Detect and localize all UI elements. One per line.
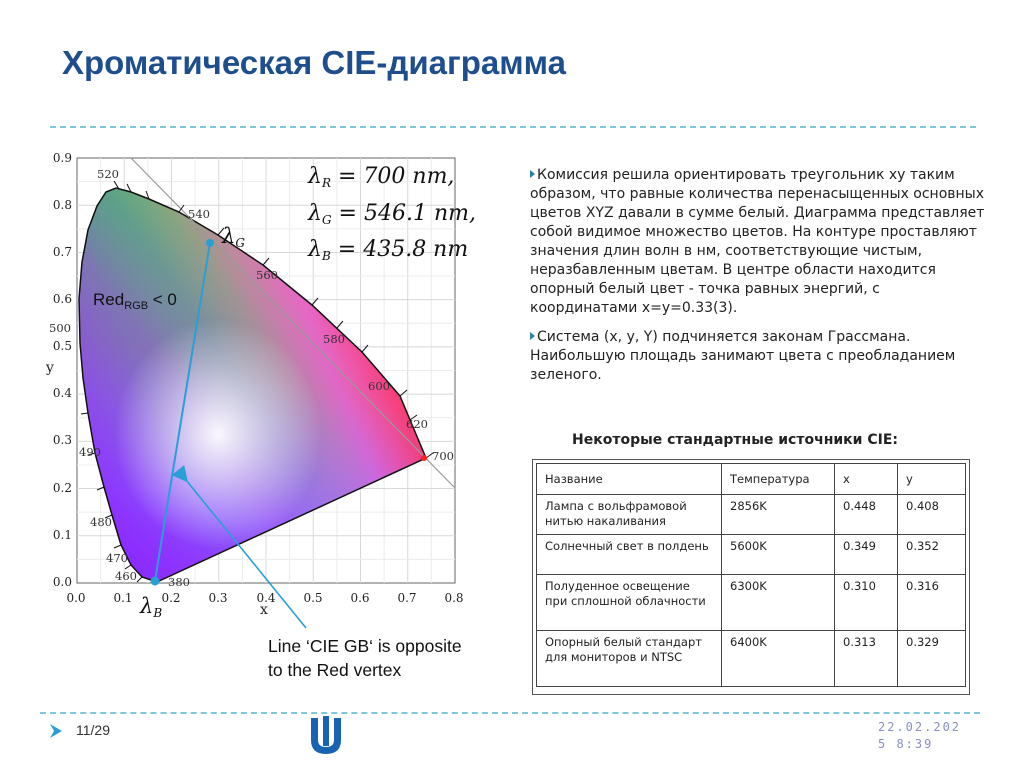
x-tick: 0.1 <box>113 591 133 605</box>
wavelength-label: 470 <box>106 551 128 565</box>
lambda-g-label: λG <box>222 224 245 250</box>
table-row <box>537 575 966 631</box>
wavelength-label: 600 <box>368 379 390 393</box>
table-header: Название <box>537 464 722 495</box>
formula-b: λB = 435.8 nm <box>308 237 469 263</box>
y-tick: 0.3 <box>52 433 72 447</box>
x-tick: 0.8 <box>444 591 464 605</box>
bullet-icon <box>530 170 535 178</box>
wavelength-label: 700 <box>432 449 454 463</box>
y-tick: 0.1 <box>52 528 72 542</box>
lambda-b-label: λB <box>140 594 163 620</box>
wavelength-label: 480 <box>90 515 112 529</box>
formula-g: λG = 546.1 nm, <box>308 201 476 227</box>
x-tick: 0.3 <box>208 591 228 605</box>
table-cell: Полуденное освещение при сплошной облачности <box>537 575 722 631</box>
table-cell: 0.310 <box>835 575 898 631</box>
y-tick: 0.8 <box>52 198 72 212</box>
red-primary-dot <box>421 455 427 461</box>
table-row <box>537 631 966 687</box>
y-tick: 0.6 <box>52 292 72 306</box>
annotation-line-1: Line ‘CIE GB‘ is opposite <box>268 636 462 656</box>
blue-primary-dot <box>151 577 160 586</box>
table-header: x <box>835 464 898 495</box>
formula-r: λR = 700 nm, <box>308 164 455 190</box>
table-row <box>537 495 966 535</box>
slide-date: 22.02.202 5 8:39 <box>878 720 962 751</box>
table-header: Температура <box>722 464 835 495</box>
illuminants-table <box>536 463 966 687</box>
table-cell: 2856K <box>722 495 835 535</box>
table-cell: 5600K <box>722 535 835 575</box>
table-row <box>537 535 966 575</box>
table-cell: Лампа с вольфрамовой нитью накаливания <box>537 495 722 535</box>
green-primary-dot <box>206 239 214 247</box>
table-cell: 6300K <box>722 575 835 631</box>
page-number: 11/29 <box>76 722 110 738</box>
table-header: y <box>898 464 966 495</box>
wavelength-label: 540 <box>188 207 210 221</box>
paragraph-2: Система (x, y, Y) подчиняется законам Грассмана. Наибольшую площадь занимают цвета с преобладанием зеленого. <box>530 329 956 383</box>
university-logo-icon <box>307 714 345 758</box>
table-cell: 0.408 <box>898 495 966 535</box>
primary-wavelengths <box>307 164 476 263</box>
slide-title: Хроматическая CIE-диаграмма <box>62 44 566 81</box>
table-cell: 0.349 <box>835 535 898 575</box>
y-tick: 0.5 <box>52 339 72 353</box>
triangle-arrow-icon <box>48 722 64 740</box>
footer-divider <box>40 712 980 714</box>
table-cell: Опорный белый стандарт для мониторов и NTSC <box>537 631 722 687</box>
x-tick: 0.7 <box>397 591 417 605</box>
table-header-row <box>537 464 966 495</box>
bullet-icon <box>530 332 535 340</box>
wavelength-label: 620 <box>406 417 428 431</box>
table-cell: 0.448 <box>835 495 898 535</box>
x-axis-label: x <box>260 602 268 618</box>
description-text <box>530 166 985 395</box>
x-tick: 0.2 <box>161 591 181 605</box>
table-cell: 0.313 <box>835 631 898 687</box>
table-cell: 0.316 <box>898 575 966 631</box>
red-negative-label: Red$_{RGB}$ < 0 <box>93 290 177 312</box>
table-cell: Солнечный свет в полдень <box>537 535 722 575</box>
x-tick: 0.6 <box>350 591 370 605</box>
annotation-line-2: to the Red vertex <box>268 660 402 680</box>
table-cell: 6400K <box>722 631 835 687</box>
x-tick: 0.0 <box>66 591 86 605</box>
y-tick: 0.9 <box>52 151 72 165</box>
y-tick: 0.0 <box>52 575 72 589</box>
y-axis-label: y <box>46 360 54 376</box>
wavelength-label: 560 <box>256 268 278 282</box>
wavelength-label: 520 <box>97 167 119 181</box>
table-cell: 0.352 <box>898 535 966 575</box>
x-tick: 0.4 <box>256 591 276 605</box>
wavelength-label: 490 <box>79 445 101 459</box>
paragraph-1: Комиссия решила ориентировать треугольник xy таким образом, что равные количества перенасыщенных основных цветов XYZ давали в сумме белый. Диаграмма представляет собой видимое множество цветов. На контуре проставляют значения длин волн в нм, соответствующие чистым, неразбавленным цветам. В центре области находится опорный белый цвет - точка равных энергий, с координатами x=y=0.33(3). <box>530 167 985 316</box>
table-cell: 0.329 <box>898 631 966 687</box>
x-tick: 0.5 <box>303 591 323 605</box>
wavelength-label: 380 <box>168 575 190 589</box>
wavelength-label: 460 <box>115 569 137 583</box>
table-title: Некоторые стандартные источники CIE: <box>572 432 899 448</box>
y-tick: 0.2 <box>52 481 72 495</box>
y-tick: 0.4 <box>52 386 72 400</box>
wavelength-label: 580 <box>323 332 345 346</box>
y-tick: 0.7 <box>52 245 72 259</box>
wavelength-label: 500 <box>49 321 71 335</box>
